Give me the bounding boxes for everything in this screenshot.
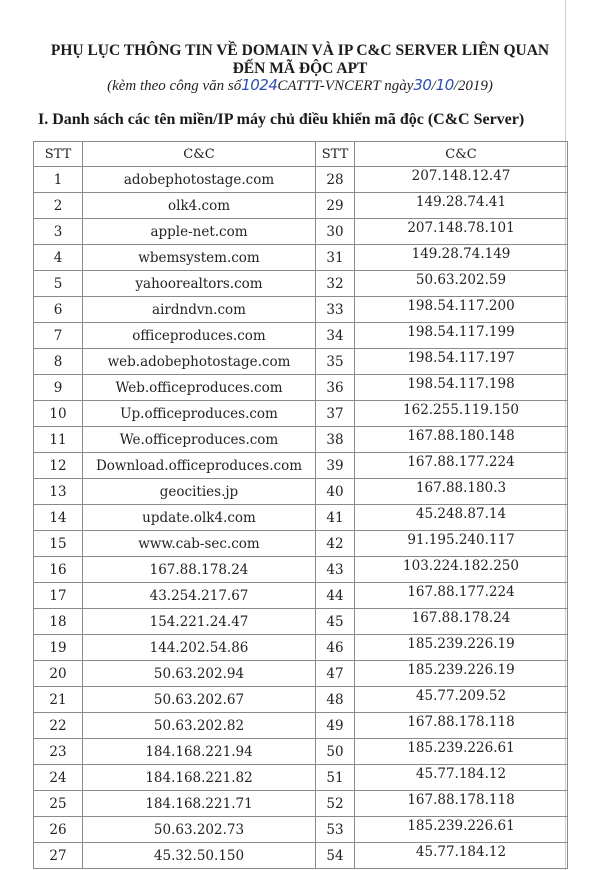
cc-left-cell: www.cab-sec.com <box>83 531 316 557</box>
header-cc-right: C&C <box>355 142 568 167</box>
stt-left-cell: 23 <box>34 739 83 765</box>
table-row <box>34 193 568 219</box>
stt-left-cell: 8 <box>34 349 83 375</box>
table-row <box>34 843 568 869</box>
header-stt-left: STT <box>34 142 83 167</box>
cc-left-cell: officeproduces.com <box>83 323 316 349</box>
section-heading: I. Danh sách các tên miền/IP máy chủ điều khiển mã độc (C&C Server) <box>38 111 525 128</box>
stt-right-cell: 35 <box>316 349 355 375</box>
cc-right-cell: 185.239.226.19 <box>355 661 568 687</box>
stt-left-cell: 5 <box>34 271 83 297</box>
cc-left-cell: adobephotostage.com <box>83 167 316 193</box>
cc-right-cell: 167.88.180.3 <box>355 479 568 505</box>
cc-right-cell: 50.63.202.59 <box>355 271 568 297</box>
cc-left-cell: 50.63.202.82 <box>83 713 316 739</box>
table-row <box>34 505 568 531</box>
cc-left-cell: olk4.com <box>83 193 316 219</box>
stt-right-cell: 48 <box>316 687 355 713</box>
cc-left-cell: 43.254.217.67 <box>83 583 316 609</box>
cc-left-cell: apple-net.com <box>83 219 316 245</box>
table-row <box>34 635 568 661</box>
stt-right-cell: 29 <box>316 193 355 219</box>
table-body <box>34 167 568 869</box>
stt-right-cell: 51 <box>316 765 355 791</box>
cc-right-cell: 198.54.117.200 <box>355 297 568 323</box>
title-line-2: ĐẾN MÃ ĐỘC APT <box>232 60 368 77</box>
table-row <box>34 765 568 791</box>
table-row <box>34 245 568 271</box>
stt-right-cell: 33 <box>316 297 355 323</box>
document-subtitle <box>0 76 600 95</box>
stt-right-cell: 47 <box>316 661 355 687</box>
cc-left-cell: We.officeproduces.com <box>83 427 316 453</box>
stt-left-cell: 14 <box>34 505 83 531</box>
table-row <box>34 323 568 349</box>
cc-right-cell: 149.28.74.41 <box>355 193 568 219</box>
table-row <box>34 661 568 687</box>
stt-left-cell: 3 <box>34 219 83 245</box>
cc-left-cell: update.olk4.com <box>83 505 316 531</box>
cc-left-cell: web.adobephotostage.com <box>83 349 316 375</box>
cc-left-cell: 144.202.54.86 <box>83 635 316 661</box>
table-header-row <box>34 142 568 167</box>
cc-left-cell: Web.officeproduces.com <box>83 375 316 401</box>
table-row <box>34 687 568 713</box>
stt-right-cell: 31 <box>316 245 355 271</box>
cc-right-cell: 162.255.119.150 <box>355 401 568 427</box>
stt-left-cell: 1 <box>34 167 83 193</box>
stt-left-cell: 25 <box>34 791 83 817</box>
cc-left-cell: airdndvn.com <box>83 297 316 323</box>
header-stt-right: STT <box>316 142 355 167</box>
stt-right-cell: 32 <box>316 271 355 297</box>
subtitle-suffix: /2019) <box>453 78 493 94</box>
cc-right-cell: 167.88.178.118 <box>355 713 568 739</box>
stt-right-cell: 28 <box>316 167 355 193</box>
table-row <box>34 349 568 375</box>
stt-right-cell: 50 <box>316 739 355 765</box>
cc-right-cell: 198.54.117.198 <box>355 375 568 401</box>
cc-right-cell: 207.148.78.101 <box>355 219 568 245</box>
cc-server-table <box>33 141 568 869</box>
handwritten-document-number: 1024 <box>241 76 278 94</box>
stt-left-cell: 9 <box>34 375 83 401</box>
stt-left-cell: 2 <box>34 193 83 219</box>
cc-right-cell: 167.88.177.224 <box>355 453 568 479</box>
cc-left-cell: 184.168.221.82 <box>83 765 316 791</box>
stt-right-cell: 40 <box>316 479 355 505</box>
stt-right-cell: 39 <box>316 453 355 479</box>
stt-left-cell: 10 <box>34 401 83 427</box>
cc-left-cell: 50.63.202.94 <box>83 661 316 687</box>
cc-right-cell: 167.88.177.224 <box>355 583 568 609</box>
table-row <box>34 375 568 401</box>
table-row <box>34 401 568 427</box>
cc-right-cell: 185.239.226.61 <box>355 817 568 843</box>
stt-right-cell: 45 <box>316 609 355 635</box>
stt-right-cell: 41 <box>316 505 355 531</box>
cc-right-cell: 91.195.240.117 <box>355 531 568 557</box>
cc-right-cell: 207.148.12.47 <box>355 167 568 193</box>
stt-left-cell: 13 <box>34 479 83 505</box>
stt-left-cell: 12 <box>34 453 83 479</box>
cc-right-cell: 103.224.182.250 <box>355 557 568 583</box>
stt-right-cell: 34 <box>316 323 355 349</box>
cc-right-cell: 167.88.178.24 <box>355 609 568 635</box>
cc-left-cell: 45.32.50.150 <box>83 843 316 869</box>
subtitle-agency: CATTT-VNCERT ngày <box>277 78 414 94</box>
table-row <box>34 167 568 193</box>
stt-right-cell: 53 <box>316 817 355 843</box>
cc-left-cell: 154.221.24.47 <box>83 609 316 635</box>
cc-right-cell: 198.54.117.197 <box>355 349 568 375</box>
stt-right-cell: 46 <box>316 635 355 661</box>
stt-left-cell: 20 <box>34 661 83 687</box>
stt-right-cell: 36 <box>316 375 355 401</box>
subtitle-date-separator: / <box>431 78 436 94</box>
stt-left-cell: 7 <box>34 323 83 349</box>
table-row <box>34 453 568 479</box>
cc-right-cell: 45.77.209.52 <box>355 687 568 713</box>
cc-right-cell: 185.239.226.61 <box>355 739 568 765</box>
header-cc-left: C&C <box>83 142 316 167</box>
cc-right-cell: 198.54.117.199 <box>355 323 568 349</box>
cc-right-cell: 45.77.184.12 <box>355 765 568 791</box>
cc-left-cell: Up.officeproduces.com <box>83 401 316 427</box>
cc-left-cell: 184.168.221.94 <box>83 739 316 765</box>
stt-left-cell: 11 <box>34 427 83 453</box>
table-row <box>34 557 568 583</box>
handwritten-day: 30 <box>413 76 432 94</box>
table-row <box>34 219 568 245</box>
stt-right-cell: 38 <box>316 427 355 453</box>
stt-left-cell: 21 <box>34 687 83 713</box>
stt-right-cell: 30 <box>316 219 355 245</box>
stt-left-cell: 16 <box>34 557 83 583</box>
stt-right-cell: 37 <box>316 401 355 427</box>
table-row <box>34 739 568 765</box>
stt-right-cell: 44 <box>316 583 355 609</box>
stt-right-cell: 42 <box>316 531 355 557</box>
table-row <box>34 609 568 635</box>
cc-left-cell: 50.63.202.67 <box>83 687 316 713</box>
cc-left-cell: Download.officeproduces.com <box>83 453 316 479</box>
stt-right-cell: 54 <box>316 843 355 869</box>
table-row <box>34 271 568 297</box>
cc-left-cell: 167.88.178.24 <box>83 557 316 583</box>
stt-left-cell: 26 <box>34 817 83 843</box>
table-row <box>34 531 568 557</box>
cc-left-cell: 50.63.202.73 <box>83 817 316 843</box>
cc-right-cell: 185.239.226.19 <box>355 635 568 661</box>
stt-left-cell: 6 <box>34 297 83 323</box>
stt-left-cell: 17 <box>34 583 83 609</box>
stt-right-cell: 43 <box>316 557 355 583</box>
stt-right-cell: 52 <box>316 791 355 817</box>
stt-left-cell: 15 <box>34 531 83 557</box>
table-row <box>34 817 568 843</box>
stt-left-cell: 18 <box>34 609 83 635</box>
cc-right-cell: 167.88.180.148 <box>355 427 568 453</box>
table-row <box>34 791 568 817</box>
cc-right-cell: 149.28.74.149 <box>355 245 568 271</box>
stt-right-cell: 49 <box>316 713 355 739</box>
table-row <box>34 297 568 323</box>
cc-right-cell: 167.88.178.118 <box>355 791 568 817</box>
cc-right-cell: 45.248.87.14 <box>355 505 568 531</box>
cc-right-cell: 45.77.184.12 <box>355 843 568 869</box>
cc-left-cell: wbemsystem.com <box>83 245 316 271</box>
cc-left-cell: geocities.jp <box>83 479 316 505</box>
table-row <box>34 427 568 453</box>
stt-left-cell: 4 <box>34 245 83 271</box>
table-row <box>34 479 568 505</box>
stt-left-cell: 24 <box>34 765 83 791</box>
handwritten-month: 10 <box>435 76 454 94</box>
stt-left-cell: 22 <box>34 713 83 739</box>
table-row <box>34 583 568 609</box>
document-title <box>0 42 600 78</box>
table-row <box>34 713 568 739</box>
cc-left-cell: yahoorealtors.com <box>83 271 316 297</box>
stt-left-cell: 27 <box>34 843 83 869</box>
subtitle-prefix: (kèm theo công văn số <box>107 78 242 94</box>
title-line-1: PHỤ LỤC THÔNG TIN VỀ DOMAIN VÀ IP C&C SERVER LIÊN QUAN <box>50 42 550 59</box>
cc-left-cell: 184.168.221.71 <box>83 791 316 817</box>
stt-left-cell: 19 <box>34 635 83 661</box>
